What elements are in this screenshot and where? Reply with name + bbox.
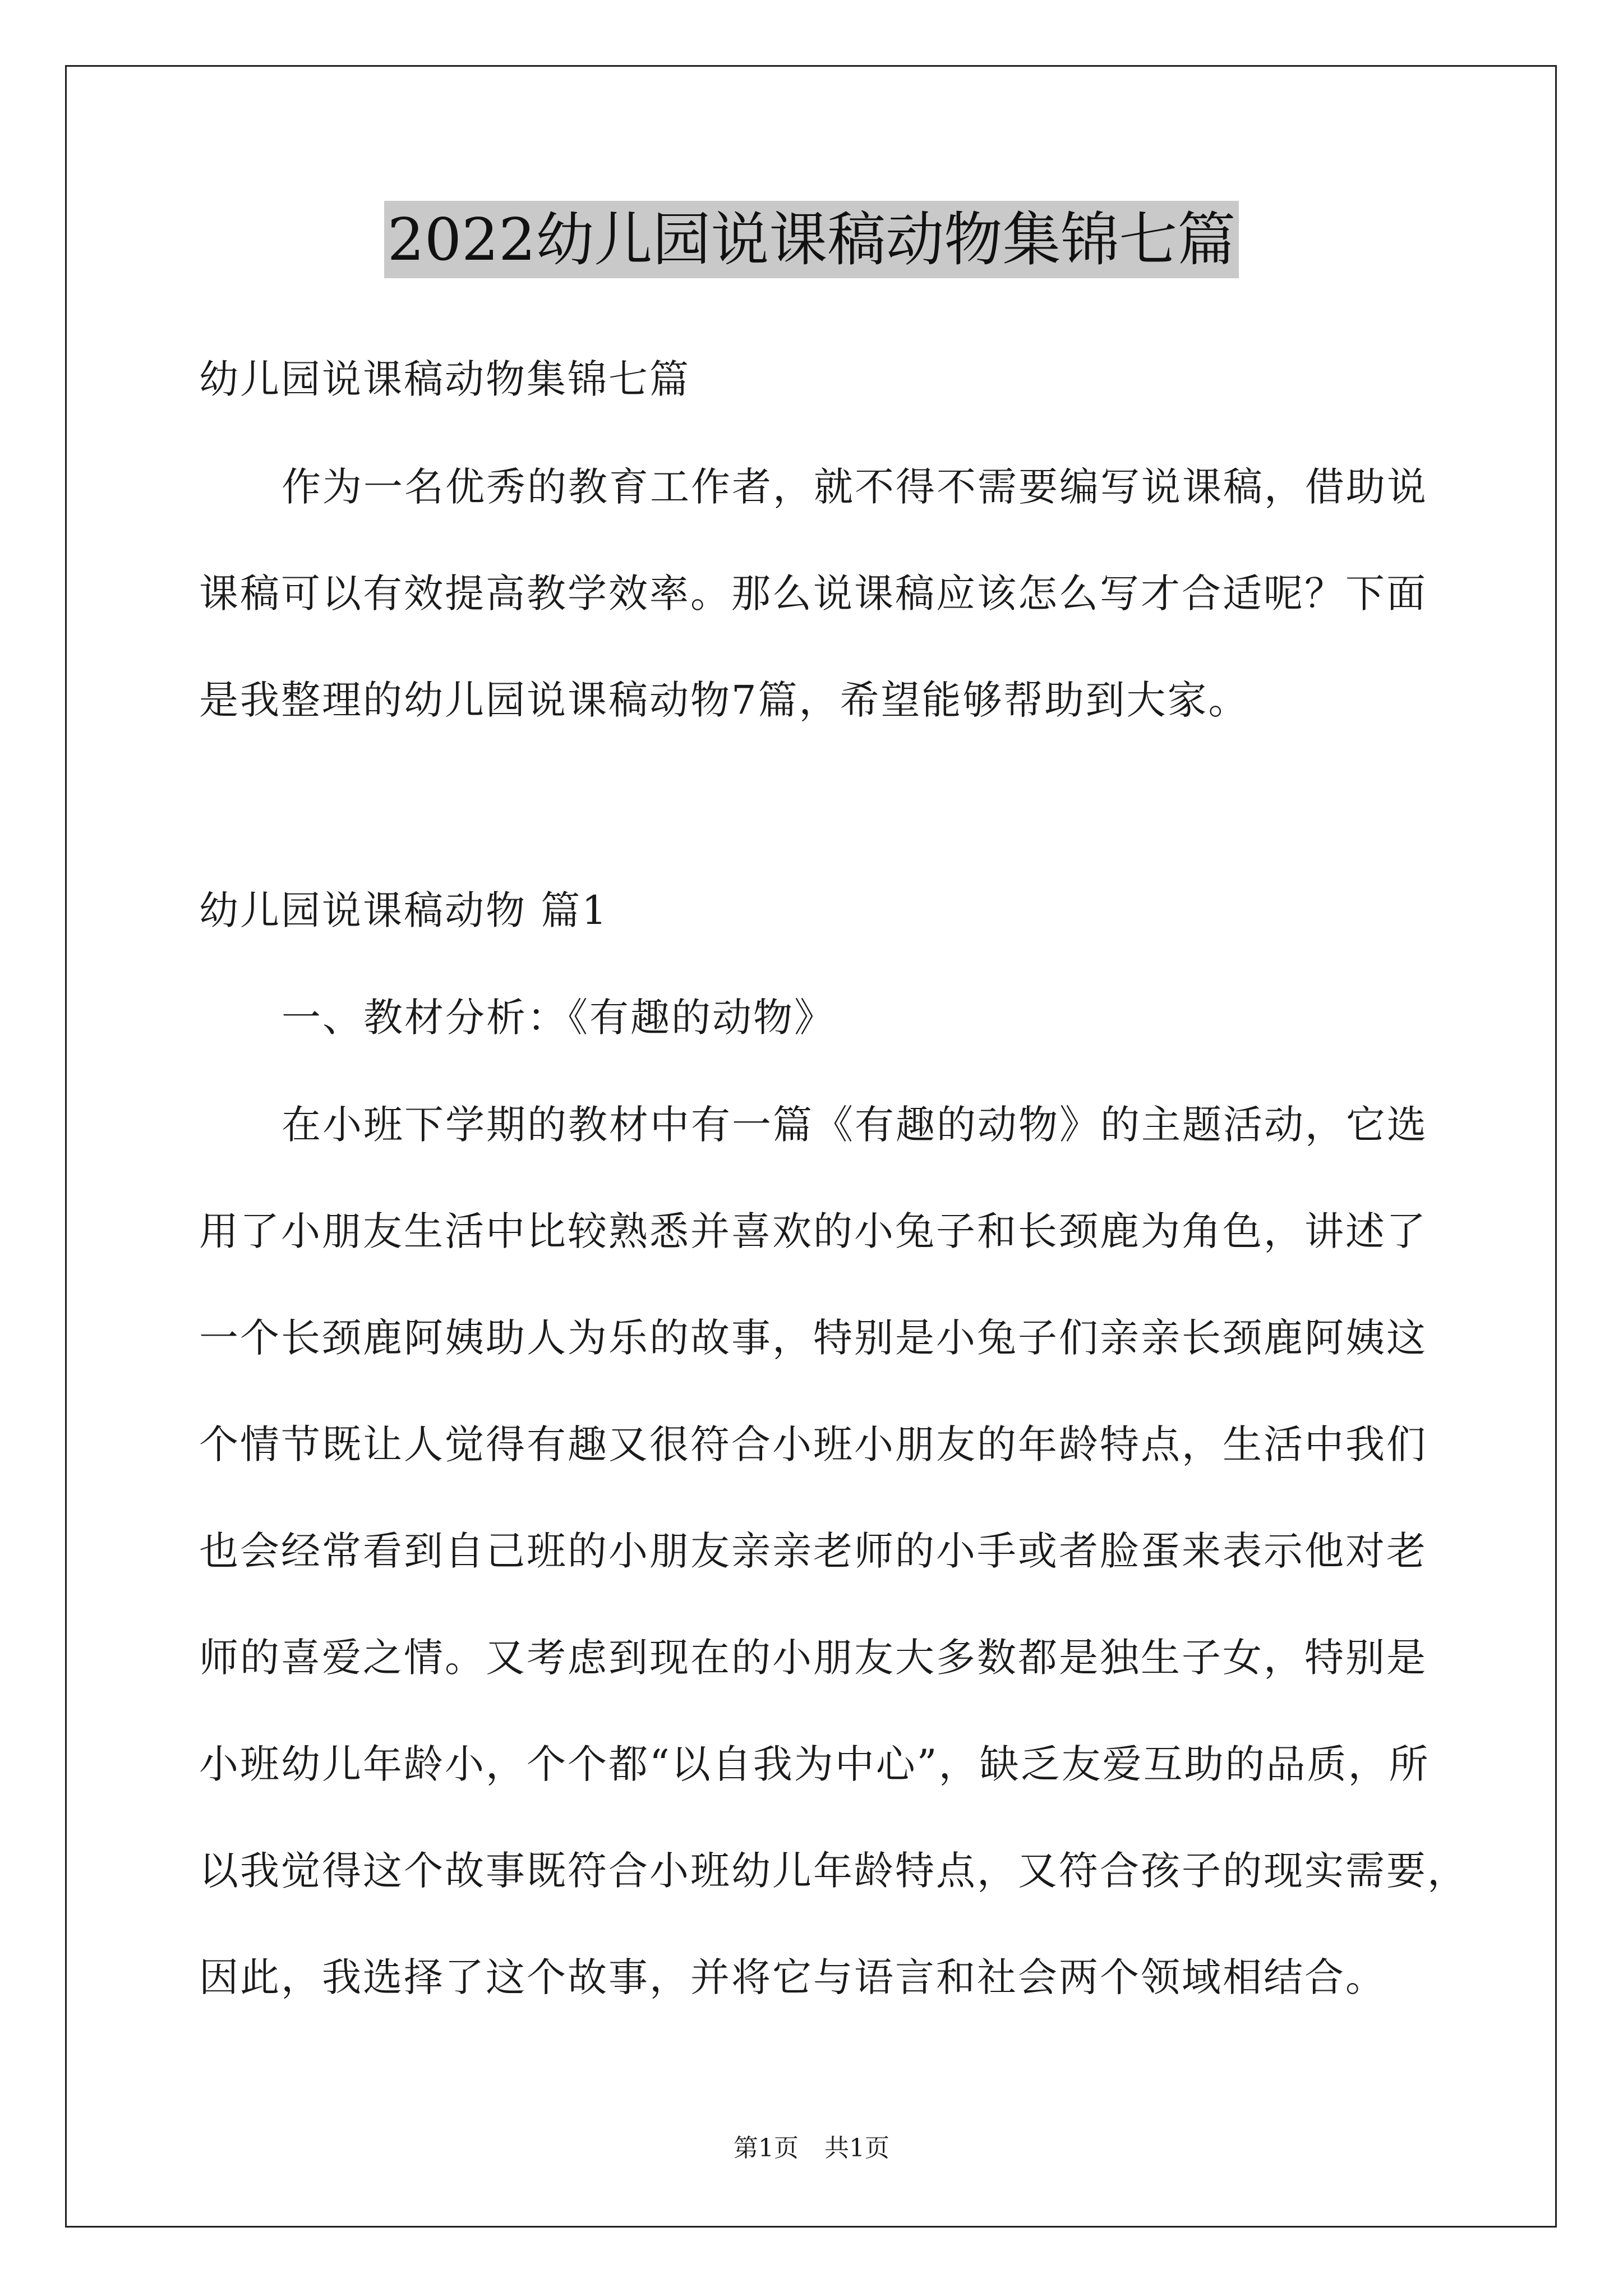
document-title: 2022幼儿园说课稿动物集锦七篇 — [384, 201, 1239, 278]
body-line: 一个长颈鹿阿姨助人为乐的故事，特别是小兔子们亲亲长颈鹿阿姨这 — [199, 1315, 1427, 1361]
body-line: 个情节既让人觉得有趣又很符合小班小朋友的年龄特点，生活中我们 — [199, 1421, 1427, 1467]
body-line: 因此，我选择了这个故事，并将它与语言和社会两个领域相结合。 — [199, 1954, 1386, 2000]
body-line: 以我觉得这个故事既符合小班幼儿年龄特点，又符合孩子的现实需要， — [199, 1848, 1468, 1894]
title-container — [0, 201, 1623, 278]
body-line: 用了小朋友生活中比较熟悉并喜欢的小兔子和长颈鹿为角色，讲述了 — [199, 1208, 1427, 1254]
body-line: 小班幼儿年龄小，个个都“以自我为中心”，缺乏友爱互助的品质，所 — [199, 1741, 1430, 1787]
page-number: 第1页 — [734, 2134, 799, 2162]
body-line: 也会经常看到自己班的小朋友亲亲老师的小手或者脸蛋来表示他对老 — [199, 1528, 1427, 1574]
section-heading: 幼儿园说课稿动物 篇1 — [199, 887, 608, 933]
body-line: 在小班下学期的教材中有一篇《有趣的动物》的主题活动，它选 — [282, 1102, 1428, 1148]
body-line: 师的喜爱之情。又考虑到现在的小朋友大多数都是独生子女，特别是 — [199, 1635, 1427, 1681]
section-subheading: 一、教材分析：《有趣的动物》 — [282, 995, 835, 1041]
document-subtitle: 幼儿园说课稿动物集锦七篇 — [199, 356, 690, 402]
page-footer — [0, 2132, 1623, 2165]
intro-line: 课稿可以有效提高教学效率。那么说课稿应该怎么写才合适呢？下面 — [199, 570, 1427, 616]
intro-line: 作为一名优秀的教育工作者，就不得不需要编写说课稿，借助说 — [282, 464, 1428, 510]
intro-line: 是我整理的幼儿园说课稿动物7篇，希望能够帮助到大家。 — [199, 677, 1249, 723]
page-total: 共1页 — [824, 2134, 889, 2162]
